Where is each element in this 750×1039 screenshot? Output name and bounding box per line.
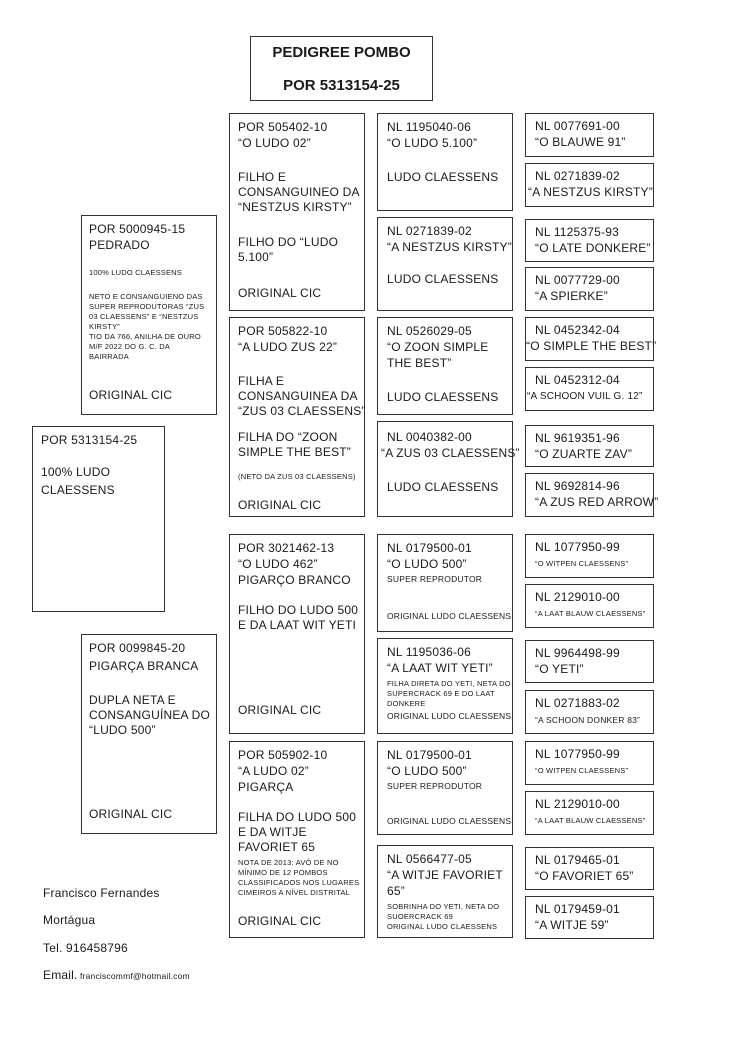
gen3-4-small: NOTA DE 2013: AVÓ DE NO MÍNIMO DE 12 POMBOS CLASSIFICADOS NOS LUGARES CIMEIROS A NÍVEL DISTRITAL xyxy=(238,858,360,897)
gen4-3-name-2: THE BEST” xyxy=(387,356,452,370)
gen4-7-origin: ORIGINAL LUDO CLAESSENS xyxy=(387,816,512,826)
gen4-5-origin: ORIGINAL LUDO CLAESSENS xyxy=(387,611,512,621)
gen3-1-name: “O LUDO 02” xyxy=(238,136,311,150)
gen4-3-ring: NL 0526029-05 xyxy=(387,324,472,338)
gen4-7-ring: NL 0179500-01 xyxy=(387,748,472,762)
gen3-box-1 xyxy=(229,113,365,311)
gen3-4-name: “A LUDO 02” xyxy=(238,764,309,778)
gen5-14-ring: NL 2129010-00 xyxy=(535,797,620,811)
gen5-11-name: “O YETI” xyxy=(535,662,584,676)
sire-box xyxy=(81,215,217,415)
gen4-box-6 xyxy=(377,638,513,734)
gen5-10-ring: NL 2129010-00 xyxy=(535,590,620,604)
dam-desc: DUPLA NETA E CONSANGUÍNEA DO “LUDO 500” xyxy=(89,693,211,737)
gen5-box-4 xyxy=(525,267,654,311)
gen3-2-ring: POR 505822-10 xyxy=(238,324,328,338)
gen4-7-name: “O LUDO 500” xyxy=(387,764,467,778)
gen4-5-name: “O LUDO 500” xyxy=(387,557,467,571)
gen5-2-name: “A NESTZUS KIRSTY” xyxy=(528,185,653,199)
gen3-1-desc: FILHO E CONSANGUINEO DA “NESTZUS KIRSTY” xyxy=(238,170,360,214)
gen5-box-8 xyxy=(525,473,659,517)
gen3-2-origin: ORIGINAL CIC xyxy=(238,498,322,512)
gen5-16-name: “A WITJE 59” xyxy=(535,918,609,932)
gen5-box-3 xyxy=(525,219,654,262)
subject-note-1: 100% LUDO xyxy=(41,465,111,479)
owner-email-label: Email. xyxy=(43,968,78,982)
gen3-4-desc: FILHA DO LUDO 500 E DA WITJE FAVORIET 65 xyxy=(238,810,357,854)
gen5-5-name: “O SIMPLE THE BEST” xyxy=(526,339,657,353)
gen3-2-name: “A LUDO ZUS 22” xyxy=(238,340,338,354)
gen5-10-name: “A LAAT BLAUW CLAESSENS” xyxy=(535,609,646,618)
gen3-1-origin: ORIGINAL CIC xyxy=(238,286,322,300)
gen5-15-name: “O FAVORIET 65” xyxy=(535,869,634,883)
gen5-8-name: “A ZUS RED ARROW” xyxy=(535,495,659,509)
gen5-6-ring: NL 0452312-04 xyxy=(535,373,620,387)
gen4-box-7 xyxy=(377,741,513,835)
gen5-9-name: “O WITPEN CLAESSENS” xyxy=(535,559,629,568)
gen5-5-ring: NL 0452342-04 xyxy=(535,323,620,337)
dam-name: PIGARÇA BRANCA xyxy=(89,659,199,673)
owner-name: Francisco Fernandes xyxy=(43,886,160,900)
subject-note-2: CLAESSENS xyxy=(41,483,115,497)
sire-ring: POR 5000945-15 xyxy=(89,222,186,236)
gen3-2-small: (NETO DA ZUS 03 CLAESSENS) xyxy=(238,472,356,481)
gen5-13-ring: NL 1077950-99 xyxy=(535,747,620,761)
gen4-box-4 xyxy=(377,421,520,517)
gen4-8-note: SOBRINHA DO YETI, NETA DO SUOERCRACK 69 xyxy=(387,902,500,921)
gen5-3-ring: NL 1125375-93 xyxy=(535,225,619,239)
gen5-11-ring: NL 9964498-99 xyxy=(535,646,620,660)
gen4-1-name: “O LUDO 5.100” xyxy=(387,136,478,150)
sire-name: PEDRADO xyxy=(89,238,150,252)
gen4-6-note: FILHA DIRETA DO YETI, NETA DO SUPERCRACK 69 E DO LAAT DONKERE xyxy=(387,679,511,708)
gen5-3-name: “O LATE DONKERE” xyxy=(535,241,651,255)
gen3-2-desc: FILHA E CONSANGUINEA DA “ZUS 03 CLAESSENS” xyxy=(238,374,366,418)
gen4-4-origin: LUDO CLAESSENS xyxy=(387,480,499,494)
dam-box xyxy=(81,634,217,834)
gen5-box-2 xyxy=(525,163,654,207)
gen4-box-3 xyxy=(377,317,513,415)
gen4-box-5 xyxy=(377,534,513,632)
gen4-1-origin: LUDO CLAESSENS xyxy=(387,170,499,184)
gen5-14-name: “A LAAT BLAUW CLAESSENS” xyxy=(535,816,646,825)
gen3-box-2 xyxy=(229,317,365,517)
gen4-5-note: SUPER REPRODUTOR xyxy=(387,574,483,584)
gen4-3-origin: LUDO CLAESSENS xyxy=(387,390,499,404)
gen5-1-name: “O BLAUWE 91” xyxy=(535,135,626,149)
gen3-box-3 xyxy=(229,534,365,734)
gen5-7-name: “O ZUARTE ZAV” xyxy=(535,447,633,461)
gen4-4-name: “A ZUS 03 CLAESSENS” xyxy=(381,446,520,460)
gen3-3-origin: ORIGINAL CIC xyxy=(238,703,322,717)
subject-box xyxy=(32,426,165,612)
gen5-box-9 xyxy=(525,534,654,578)
gen5-8-ring: NL 9692814-96 xyxy=(535,479,620,493)
gen4-box-8 xyxy=(377,845,513,938)
gen3-1-desc2: FILHO DO “LUDO 5.100” xyxy=(238,235,339,264)
sire-desc: NETO E CONSANGUIENO DAS SUPER REPRODUTORAS “ZUS 03 CLAESSENS” E “NESTZUS KIRSTY” TIO DA 766, ANILHA DE OURO M/F 2022 DO G. C. DA BAIRRADA xyxy=(89,292,205,361)
page-title: PEDIGREE POMBO xyxy=(272,44,411,61)
gen5-box-7 xyxy=(525,425,654,467)
gen4-box-1 xyxy=(377,113,513,211)
gen5-box-11 xyxy=(525,640,654,683)
gen3-4-origin: ORIGINAL CIC xyxy=(238,914,322,928)
gen3-4-ring: POR 505902-10 xyxy=(238,748,328,762)
gen4-3-name-1: “O ZOON SIMPLE xyxy=(387,340,489,354)
gen5-box-16 xyxy=(525,896,654,939)
gen3-1-ring: POR 505402-10 xyxy=(238,120,328,134)
gen3-3-ring: POR 3021462-13 xyxy=(238,541,335,555)
gen4-8-origin: ORIGINAL LUDO CLAESSENS xyxy=(387,922,498,931)
gen5-16-ring: NL 0179459-01 xyxy=(535,902,620,916)
gen4-8-name-1: “A WITJE FAVORIET xyxy=(387,868,503,882)
sire-note: 100% LUDO CLAESSENS xyxy=(89,268,183,277)
gen3-3-name: “O LUDO 462” xyxy=(238,557,318,571)
gen5-4-name: “A SPIERKE” xyxy=(535,289,608,303)
gen4-8-ring: NL 0566477-05 xyxy=(387,852,472,866)
gen4-box-2 xyxy=(377,217,513,311)
owner-city: Mortágua xyxy=(43,913,96,927)
gen5-box-5 xyxy=(525,317,657,361)
dam-origin: ORIGINAL CIC xyxy=(89,807,173,821)
gen5-box-14 xyxy=(525,791,654,835)
gen4-4-ring: NL 0040382-00 xyxy=(387,430,472,444)
gen5-12-ring: NL 0271883-02 xyxy=(535,696,620,710)
gen5-box-6 xyxy=(525,367,654,411)
gen5-box-10 xyxy=(525,584,654,628)
gen4-5-ring: NL 0179500-01 xyxy=(387,541,472,555)
title-box xyxy=(250,36,433,101)
gen4-2-name: “A NESTZUS KIRSTY” xyxy=(387,240,512,254)
gen4-6-ring: NL 1195036-06 xyxy=(387,645,471,659)
gen3-3-extra: PIGARÇO BRANCO xyxy=(238,573,351,587)
gen4-6-origin: ORIGINAL LUDO CLAESSENS xyxy=(387,711,512,721)
gen5-2-ring: NL 0271839-02 xyxy=(535,169,620,183)
owner-email: franciscommf@hotmail.com xyxy=(80,971,190,981)
gen4-2-ring: NL 0271839-02 xyxy=(387,224,472,238)
sire-origin: ORIGINAL CIC xyxy=(89,388,173,402)
owner-phone: Tel. 916458796 xyxy=(43,941,128,955)
dam-ring: POR 0099845-20 xyxy=(89,641,186,655)
gen5-6-name: “A SCHOON VUIL G. 12” xyxy=(527,391,643,402)
gen4-1-ring: NL 1195040-06 xyxy=(387,120,471,134)
gen5-12-name: “A SCHOON DONKER 83” xyxy=(535,715,641,725)
gen3-box-4 xyxy=(229,741,365,938)
gen3-2-desc2: FILHA DO “ZOON SIMPLE THE BEST” xyxy=(238,430,352,459)
gen5-box-1 xyxy=(525,113,654,157)
gen5-15-ring: NL 0179465-01 xyxy=(535,853,620,867)
gen5-7-ring: NL 9619351-96 xyxy=(535,431,620,445)
gen5-box-15 xyxy=(525,847,654,890)
gen5-box-13 xyxy=(525,741,654,785)
gen5-13-name: “O WITPEN CLAESSENS” xyxy=(535,766,629,775)
gen4-6-name: “A LAAT WIT YETI” xyxy=(387,661,493,675)
gen5-4-ring: NL 0077729-00 xyxy=(535,273,620,287)
gen5-box-12 xyxy=(525,690,654,734)
subject-ring: POR 5313154-25 xyxy=(41,433,138,447)
gen5-1-ring: NL 0077691-00 xyxy=(535,119,620,133)
gen4-8-name-2: 65” xyxy=(387,884,405,898)
gen3-4-extra: PIGARÇA xyxy=(238,780,294,794)
gen4-2-origin: LUDO CLAESSENS xyxy=(387,272,499,286)
title-ring: POR 5313154-25 xyxy=(283,77,400,94)
gen4-7-note: SUPER REPRODUTOR xyxy=(387,781,483,791)
gen3-3-desc: FILHO DO LUDO 500 E DA LAAT WIT YETI xyxy=(238,603,359,632)
gen5-9-ring: NL 1077950-99 xyxy=(535,540,620,554)
